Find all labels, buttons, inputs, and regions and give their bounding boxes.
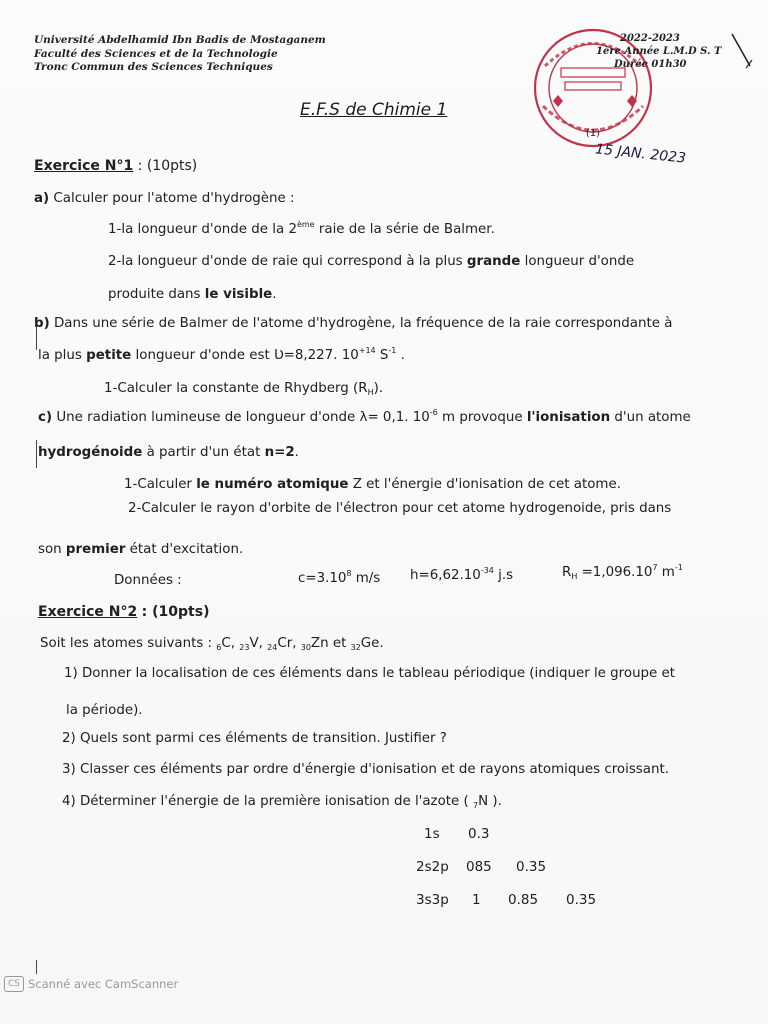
exercise2-title: Exercice N°2 [38,604,138,620]
ex2-intro: Soit les atomes suivants : $_6$C, $_{23}$V, $_{24}$Cr, $_{30}$Zn et $_{32}$Ge. [40,636,384,652]
ex2-q1-line2: la période). [66,703,143,718]
ex1-c-line2: hydrogénoide à partir d'un état n=2. [38,445,299,460]
tronc-name: Tronc Commun des Sciences Techniques [34,61,273,73]
exam-info [596,32,722,71]
ex1-c1: 1-Calculer le numéro atomique Z et l'énergie d'ionisation de cet atome. [124,477,621,492]
exam-duration: Durée 01h30 [614,59,687,70]
ex1-c2-line1: 2-Calculer le rayon d'orbite de l'électron pour cet atome hydrogenoide, pris dans [128,501,672,516]
ex1-c2-line2: son premier état d'excitation. [38,542,244,557]
slater-value: 0.35 [566,892,597,908]
slater-value: 1 [472,892,481,908]
donnees-rh: $R_H =1,096.10^7$ $m^{-1}$ [562,563,683,581]
ex1-a1: 1-la longueur d'onde de la 2ème raie de la série de Balmer. [108,220,495,237]
ex1-b-line2: la plus petite longueur d'onde est Ʋ=8,227. $10^{+14}$ $S^{-1}$ . [38,346,405,363]
ex1-a2-line2: produite dans le visible. [108,287,277,302]
ex1-b-line1: b) Dans une série de Balmer de l'atome d'hydrogène, la fréquence de la raie correspondante à [34,316,673,331]
donnees-h: $h=6,62.10^{-34}$ j.s [410,566,514,583]
camscanner-logo-icon: CS [4,976,24,992]
ex1-c-line1: c) Une radiation lumineuse de longueur d'onde λ= 0,1. $10^{-6}$ m provoque l'ionisation d'un atome [38,408,691,425]
institution-header [34,34,326,75]
exercise1-points: : (10pts) [137,158,198,174]
pen-stroke-icon [728,32,754,72]
study-level: 1ère Année L.M.D S. T [596,46,722,57]
slater-value: 0.35 [516,859,547,875]
donnees-c: $c=3.10^8$ m/s [298,569,381,586]
exercise1-title: Exercice N°1 [34,158,134,174]
faculty-name: Faculté des Sciences et de la Technologie [34,47,278,60]
slater-value: 0.3 [468,826,490,842]
exercise1-heading [34,158,197,174]
slater-orbital: 1s [424,826,440,842]
academic-year: 2022-2023 [620,33,680,44]
exercise2-points: : (10pts) [141,604,210,620]
exercise2-heading [38,604,209,620]
margin-mark [36,440,37,468]
ex2-q1-line1: 1) Donner la localisation de ces éléments dans le tableau périodique (indiquer le groupe et [64,666,676,681]
ex1-a2-line1: 2-la longueur d'onde de raie qui correspond à la plus grande longueur d'onde [108,254,635,269]
stamp-number: (1) [585,128,601,139]
ex2-q4: 4) Déterminer l'énergie de la première ionisation de l'azote ( $_7$N ). [62,794,502,810]
ex1-a-intro: a) Calculer pour l'atome d'hydrogène : [34,191,295,206]
stamp-date: 15 JAN. 2023 [594,141,687,167]
university-name: Université Abdelhamid Ibn Badis de Mostaganem [34,34,326,46]
slater-value: 085 [466,859,492,875]
exam-title: E.F.S de Chimie 1 [300,100,448,120]
donnees-label: Données : [114,573,182,588]
slater-orbital: 2s2p [416,859,449,875]
scanner-watermark [4,976,178,992]
slater-orbital: 3s3p [416,892,449,908]
ex2-q2: 2) Quels sont parmi ces éléments de transition. Justifier ? [62,731,447,746]
margin-mark [36,960,37,974]
ex2-q3: 3) Classer ces éléments par ordre d'énergie d'ionisation et de rayons atomiques croissant. [62,762,669,777]
ex1-b1: 1-Calculer la constante de Rhydberg $(R_H)$. [104,381,384,397]
scanner-text: Scanné avec CamScanner [28,977,179,991]
slater-value: 0.85 [508,892,539,908]
